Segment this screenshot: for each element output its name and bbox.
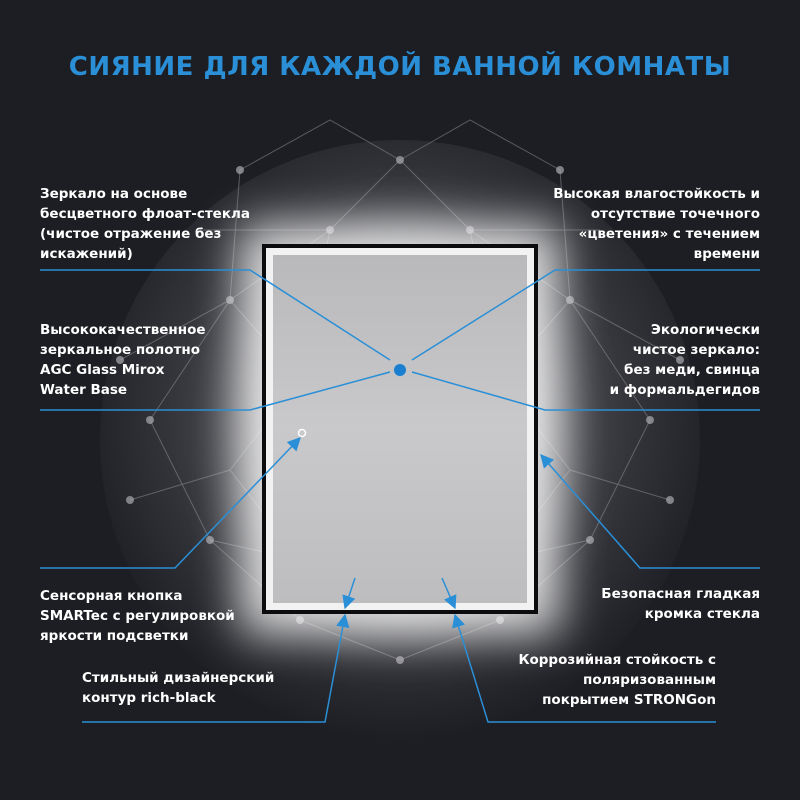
callout-line: покрытием STRONGon bbox=[542, 692, 716, 708]
callout-line: бесцветного флоат-стекла bbox=[40, 206, 250, 222]
callout-touch-button bbox=[40, 586, 235, 646]
callout-line: без меди, свинца bbox=[624, 362, 760, 378]
callout-moisture bbox=[553, 184, 760, 264]
callout-line: Стильный дизайнерский bbox=[82, 670, 275, 686]
callout-line: чистое зеркало: bbox=[632, 342, 760, 358]
callout-line: «цветения» с течением bbox=[578, 226, 760, 242]
mirror-glass bbox=[273, 255, 527, 603]
callout-line: времени bbox=[693, 246, 760, 262]
callout-line: зеркальное полотно bbox=[40, 342, 201, 358]
callout-eco bbox=[610, 320, 760, 400]
callout-float-glass bbox=[40, 184, 250, 264]
callout-corrosion bbox=[518, 650, 716, 710]
callout-line: контур rich-black bbox=[82, 690, 216, 706]
callout-line: AGC Glass Mirox bbox=[40, 362, 165, 378]
callout-line: Высокая влагостойкость и bbox=[553, 186, 760, 202]
callout-agc-mirror bbox=[40, 320, 206, 400]
callout-line: Безопасная гладкая bbox=[601, 586, 760, 602]
callout-line: поляризованным bbox=[583, 672, 716, 688]
callout-line: отсутствие точечного bbox=[590, 206, 760, 222]
callout-line: искажений) bbox=[40, 246, 133, 262]
focal-dot bbox=[394, 364, 406, 376]
callout-line: и формальдегидов bbox=[609, 382, 760, 398]
callout-line: Высококачественное bbox=[40, 322, 206, 338]
callout-edge bbox=[601, 584, 760, 624]
callout-line: Экологически bbox=[650, 322, 760, 338]
callout-line: Сенсорная кнопка bbox=[40, 588, 183, 604]
callout-line: Water Base bbox=[40, 382, 128, 398]
callout-line: кромка стекла bbox=[644, 606, 760, 622]
callout-line: Коррозийная стойкость с bbox=[518, 652, 716, 668]
callout-line: яркости подсветки bbox=[40, 628, 189, 644]
callout-line: Зеркало на основе bbox=[40, 186, 188, 202]
callout-contour bbox=[82, 668, 274, 708]
callout-line: (чистое отражение без bbox=[40, 226, 222, 242]
page-title: СИЯНИЕ ДЛЯ КАЖДОЙ ВАННОЙ КОМНАТЫ bbox=[68, 52, 732, 82]
callout-line: SMARTec с регулировкой bbox=[40, 608, 235, 624]
